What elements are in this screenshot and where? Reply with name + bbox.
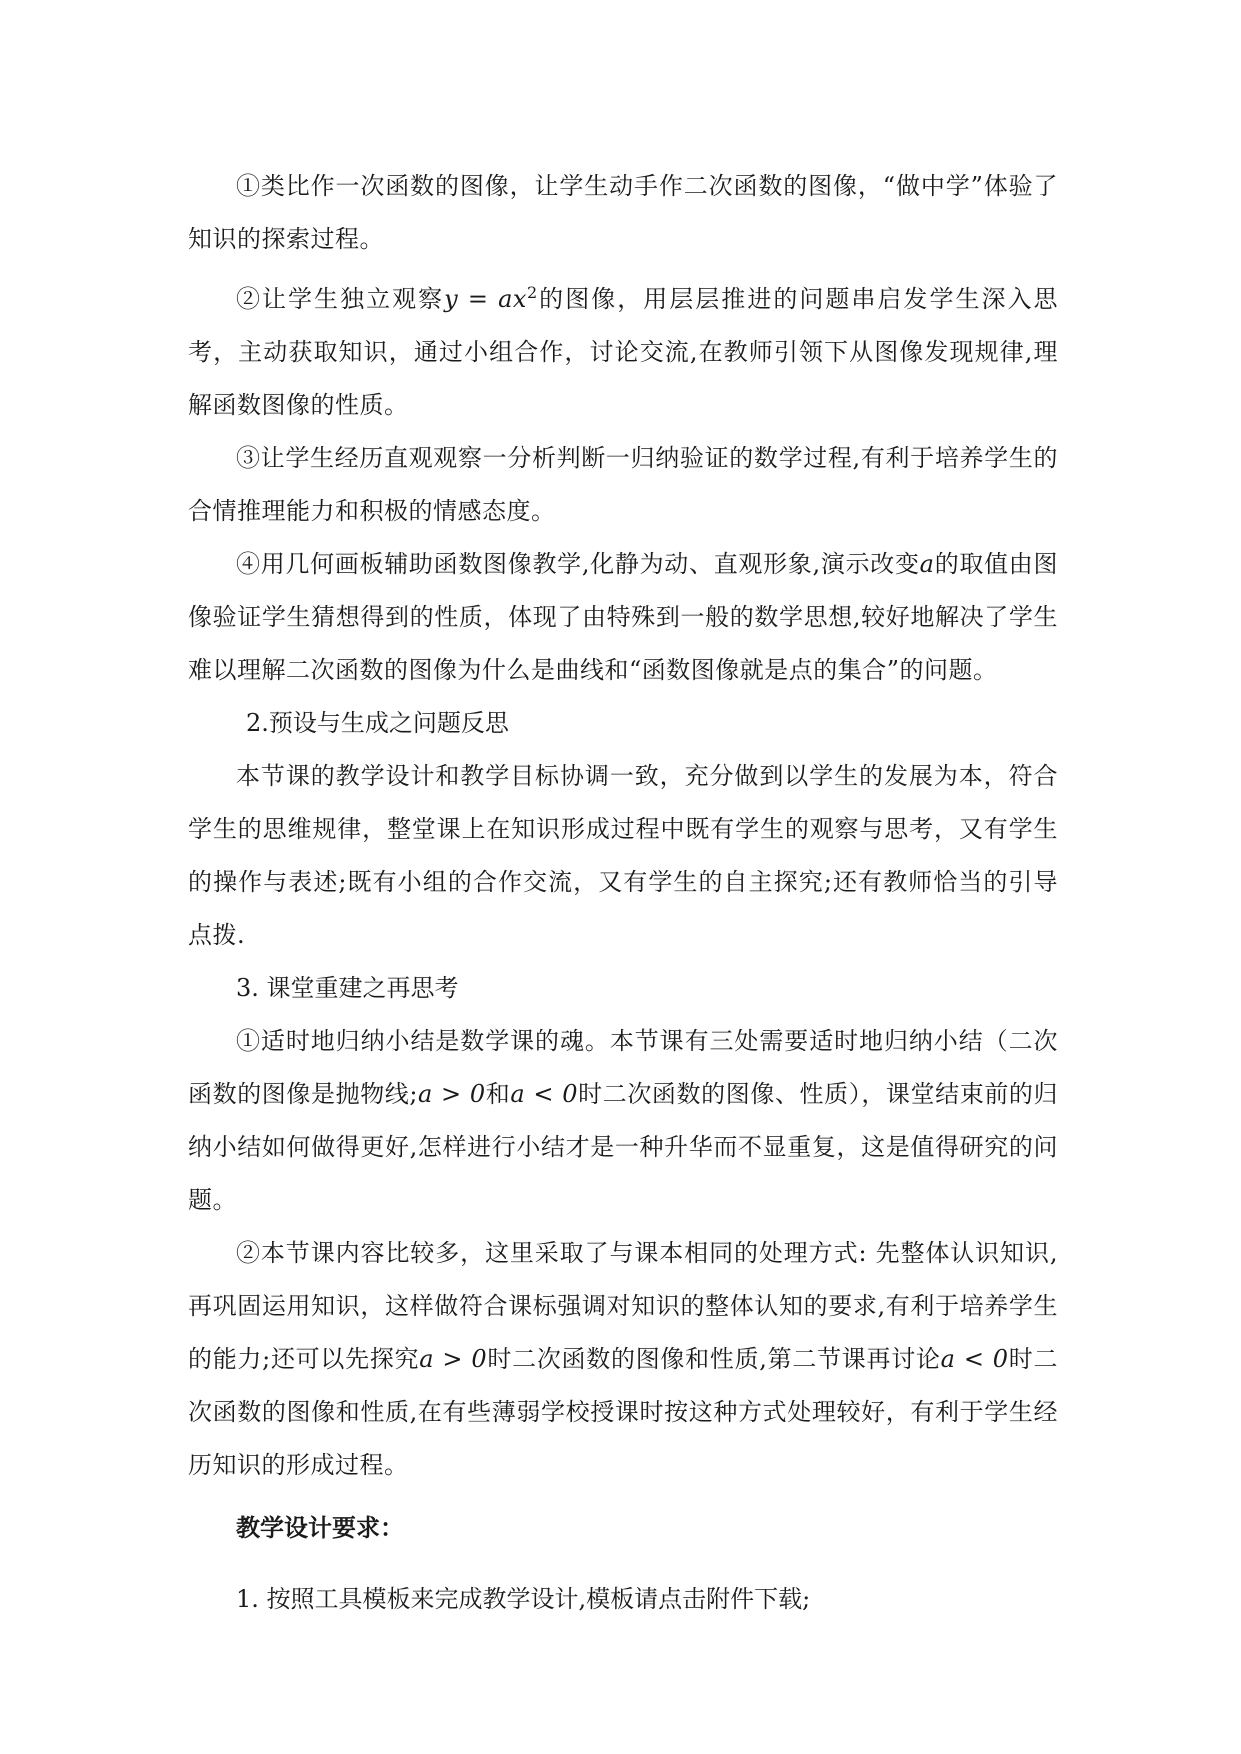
paragraph-1	[188, 160, 1058, 266]
section-heading-2: 2.预设与生成之问题反思	[246, 709, 509, 737]
paragraph-3	[188, 432, 1058, 538]
paragraph-5-text: 本节课的教学设计和教学目标协调一致，充分做到以学生的发展为本，符合学生的思维规律，整堂课上在知识形成过程中既有学生的观察与思考，又有学生的操作与表述;既有小组的合作交流，又有学生的自主探究;还有教师恰当的引导点拨.	[188, 762, 1058, 949]
paragraph-4	[188, 538, 1058, 697]
formula-body: y = ax	[444, 285, 527, 313]
paragraph-6-text-c: 时二次函数的图像、性质），课堂结束前的归纳小结如何做得更好,怎样进行小结才是一种升华而不显重复，这是值得研究的问题。	[188, 1080, 1059, 1214]
formula-exponent: 2	[526, 283, 538, 302]
requirements-title: 教学设计要求：	[236, 1514, 404, 1542]
document-body	[188, 160, 1058, 1626]
paragraph-2-text-b: 的图像，用层层推进的问题串启发学生深入思考，主动获取知识，通过小组合作，讨论交流,在教师引领下从图像发现规律,理解函数图像的性质。	[188, 285, 1059, 419]
paragraph-5	[188, 750, 1058, 962]
paragraph-3-text: ③让学生经历直观观察一分析判断一归纳验证的数学过程,有利于培养学生的合情推理能力和积极的情感态度。	[188, 444, 1058, 525]
paragraph-6	[188, 1015, 1058, 1227]
paragraph-4-text-a: ④用几何画板辅助函数图像教学,化静为动、直观形象,演示改变	[236, 550, 920, 578]
formula-y-ax2	[444, 285, 538, 313]
paragraph-7	[188, 1227, 1058, 1492]
paragraph-7-text-b: 时二次函数的图像和性质,第二节课再讨论	[487, 1345, 941, 1373]
requirement-item-1: 1. 按照工具模板来完成教学设计,模板请点击附件下载;	[236, 1585, 811, 1613]
paragraph-7-text-a: ②本节课内容比较多，这里采取了与课本相同的处理方式: 先整体认识知识,再巩固运用知识，这样做符合课标强调对知识的整体认知的要求,有利于培养学生的能力;还可以先探究	[188, 1239, 1058, 1373]
inequality-a-lt-0-2: a < 0	[940, 1345, 1009, 1373]
paragraph-1-text: ①类比作一次函数的图像，让学生动手作二次函数的图像，“做中学”体验了知识的探索过程。	[188, 172, 1058, 253]
paragraph-7-text-c: 时二次函数的图像和性质,在有些薄弱学校授课时按这种方式处理较好，有利于学生经历知识的形成过程。	[188, 1345, 1058, 1479]
paragraph-6-text-a: ①适时地归纳小结是数学课的魂。本节课有三处需要适时地归纳小结（二次函数的图像是抛物线;	[188, 1027, 1058, 1108]
paragraph-4-text-b: 的取值由图像验证学生猜想得到的性质，体现了由特殊到一般的数学思想,较好地解决了学生难以理解二次函数的图像为什么是曲线和“函数图像就是点的集合”的问题。	[188, 550, 1059, 684]
paragraph-2	[188, 266, 1058, 432]
inequality-a-gt-0: a > 0	[418, 1080, 486, 1108]
paragraph-2-text-a: ②让学生独立观察	[236, 285, 445, 313]
paragraph-6-text-b: 和	[485, 1080, 511, 1108]
inequality-a-lt-0: a < 0	[510, 1080, 579, 1108]
variable-a: a	[919, 550, 935, 578]
inequality-a-gt-0-2: a > 0	[419, 1345, 488, 1373]
section-heading-3: 3. 课堂重建之再思考	[236, 974, 459, 1002]
